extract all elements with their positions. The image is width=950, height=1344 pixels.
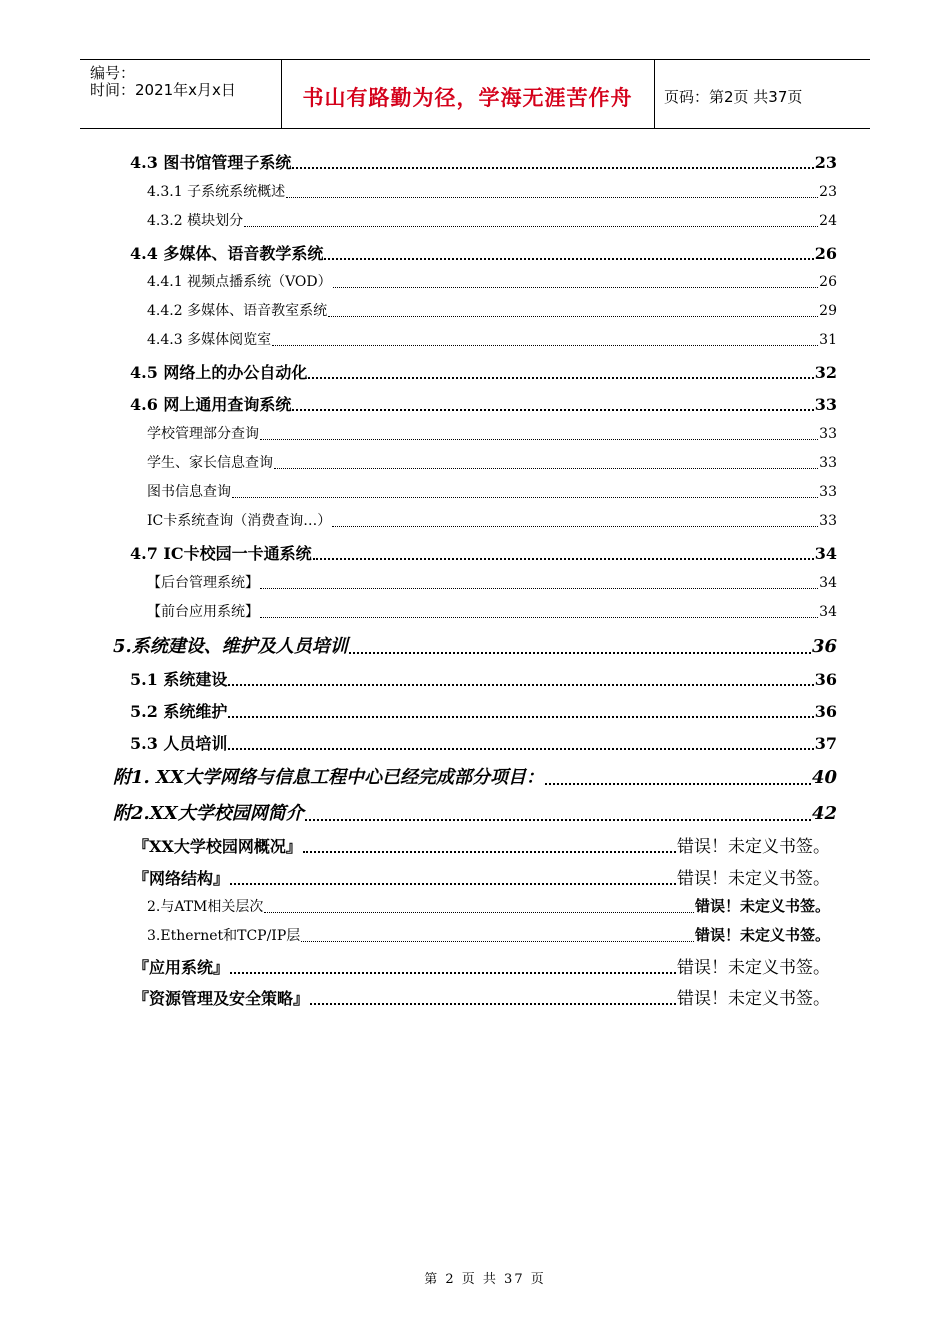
toc-entry-page: 34 [819, 604, 837, 620]
toc-entry[interactable] [147, 423, 837, 443]
toc-entry[interactable] [130, 241, 837, 264]
toc-entry-title: 4.3 图书馆管理子系统 [130, 153, 292, 172]
toc-leader-dots [232, 496, 818, 498]
toc-entry-title: 【前台应用系统】 [147, 604, 259, 620]
toc-entry-page: 33 [819, 513, 837, 529]
toc-entry-page: 23 [819, 184, 837, 200]
toc-entry[interactable] [113, 632, 837, 658]
toc-entry-title: 5.2 系统维护 [130, 702, 228, 721]
toc-entry-page: 33 [819, 484, 837, 500]
toc-leader-dots [349, 651, 811, 654]
toc-entry[interactable] [147, 510, 837, 530]
toc-entry-title: 『资源管理及安全策略』 [133, 989, 310, 1008]
document-number-label: 编号： [90, 64, 136, 82]
toc-entry-title: 4.4.3 多媒体阅览室 [147, 332, 272, 348]
toc-entry-title: 『XX大学校园网概况』 [133, 837, 302, 856]
toc-leader-dots [324, 257, 813, 260]
header-motto: 书山有路勤为径，学海无涯苦作舟 [302, 86, 633, 110]
toc-entry-title: 3.Ethernet和TCP/IP层 [147, 928, 301, 944]
toc-entry-title: 附2.XX大学校园网简介 [113, 803, 304, 824]
toc-entry-page: 31 [819, 332, 837, 348]
toc-entry-title: 5.系统建设、维护及人员培训 [113, 636, 348, 657]
toc-leader-dots [305, 818, 811, 821]
toc-leader-dots [310, 1002, 676, 1005]
toc-entry-page: 错误！未定义书签。 [677, 958, 830, 978]
toc-entry-title: 4.3.1 子系统系统概述 [147, 184, 286, 200]
toc-entry[interactable] [130, 731, 837, 754]
toc-leader-dots [244, 225, 818, 227]
toc-leader-dots [264, 911, 694, 913]
toc-entry-title: 【后台管理系统】 [147, 575, 259, 591]
toc-entry-page: 33 [814, 395, 837, 414]
toc-entry-title: 2.与ATM相关层次 [147, 899, 264, 915]
toc-entry[interactable] [130, 150, 837, 173]
toc-leader-dots [260, 616, 818, 618]
toc-entry-title: 『应用系统』 [133, 958, 230, 977]
toc-entry-title: 学校管理部分查询 [147, 426, 259, 442]
toc-leader-dots [308, 376, 813, 379]
toc-leader-dots [228, 683, 813, 686]
toc-entry-page: 23 [814, 153, 837, 172]
toc-leader-dots [292, 166, 813, 169]
toc-entry-page: 26 [814, 244, 837, 263]
toc-entry-title: 4.4 多媒体、语音教学系统 [130, 244, 324, 263]
toc-leader-dots [260, 587, 818, 589]
toc-entry[interactable] [147, 572, 837, 592]
toc-leader-dots [545, 782, 811, 785]
toc-entry-title: 4.5 网络上的办公自动化 [130, 363, 308, 382]
toc-leader-dots [333, 286, 819, 288]
toc-leader-dots [274, 467, 818, 469]
toc-entry-title: 4.7 IC卡校园一卡通系统 [130, 544, 312, 563]
toc-leader-dots [260, 438, 818, 440]
toc-entry-page: 37 [814, 734, 837, 753]
document-date: 时间：2021年x月x日 [90, 81, 236, 99]
toc-entry-title: 图书信息查询 [147, 484, 231, 500]
toc-entry[interactable] [147, 895, 830, 916]
toc-entry-page: 36 [811, 636, 837, 657]
toc-leader-dots [272, 344, 818, 346]
toc-entry[interactable] [147, 210, 837, 230]
toc-entry-page: 36 [814, 670, 837, 689]
toc-entry[interactable] [130, 699, 837, 722]
toc-entry-page: 错误！未定义书签。 [677, 989, 830, 1009]
toc-entry-title: 附1. XX大学网络与信息工程中心已经完成部分项目： [113, 767, 544, 788]
toc-entry-title: 4.4.2 多媒体、语音教室系统 [147, 303, 328, 319]
toc-leader-dots [230, 971, 676, 974]
toc-entry[interactable] [130, 360, 837, 383]
toc-entry-title: 5.1 系统建设 [130, 670, 228, 689]
toc-entry-page: 29 [819, 303, 837, 319]
toc-entry-page: 33 [819, 426, 837, 442]
toc-leader-dots [230, 882, 676, 885]
toc-entry-title: 学生、家长信息查询 [147, 455, 273, 471]
toc-entry-page: 36 [814, 702, 837, 721]
toc-entry-page: 错误！未定义书签。 [677, 837, 830, 857]
toc-entry[interactable] [147, 181, 837, 201]
toc-leader-dots [292, 408, 813, 411]
toc-entry-title: 4.4.1 视频点播系统（VOD） [147, 274, 332, 290]
toc-entry-title: 4.3.2 模块划分 [147, 213, 244, 229]
toc-leader-dots [228, 747, 813, 750]
toc-leader-dots [303, 850, 676, 853]
header-page-info: 页码：第2页 共37页 [664, 88, 803, 106]
toc-leader-dots [328, 315, 818, 317]
toc-entry[interactable] [130, 392, 837, 415]
toc-entry-title: 4.6 网上通用查询系统 [130, 395, 292, 414]
toc-entry-page: 42 [811, 803, 837, 824]
toc-leader-dots [301, 940, 694, 942]
toc-entry-page: 错误！未定义书签。 [694, 897, 830, 915]
toc-entry-page: 34 [819, 575, 837, 591]
toc-entry-page: 错误！未定义书签。 [677, 869, 830, 889]
toc-leader-dots [332, 525, 818, 527]
toc-entry-title: 『网络结构』 [133, 869, 230, 888]
toc-leader-dots [286, 196, 818, 198]
toc-entry-title: IC卡系统查询（消费查询…） [147, 513, 332, 529]
toc-entry[interactable] [133, 832, 830, 857]
toc-entry-title: 5.3 人员培训 [130, 734, 228, 753]
toc-entry-page: 24 [819, 213, 837, 229]
toc-entry-page: 33 [819, 455, 837, 471]
toc-leader-dots [228, 715, 813, 718]
toc-entry-page: 错误！未定义书签。 [694, 926, 830, 944]
toc-entry[interactable] [113, 799, 837, 825]
toc-entry[interactable] [147, 329, 837, 349]
toc-entry[interactable] [147, 452, 837, 472]
toc-entry-page: 26 [819, 274, 837, 290]
toc-entry[interactable] [130, 667, 837, 690]
toc-entry[interactable] [133, 953, 830, 978]
toc-entry[interactable] [147, 300, 837, 320]
toc-entry[interactable] [147, 601, 837, 621]
toc-entry[interactable] [130, 541, 837, 564]
toc-entry[interactable] [133, 984, 830, 1009]
toc-entry-page: 32 [814, 363, 837, 382]
toc-leader-dots [313, 557, 814, 560]
toc-entry-page: 34 [814, 544, 837, 563]
toc-entry[interactable] [147, 481, 837, 501]
toc-entry[interactable] [133, 864, 830, 889]
toc-entry[interactable] [147, 924, 830, 945]
toc-entry[interactable] [147, 271, 837, 291]
page-footer: 第 2 页 共 37 页 [424, 1272, 546, 1287]
toc-entry[interactable] [113, 763, 837, 789]
toc-entry-page: 40 [811, 767, 837, 788]
